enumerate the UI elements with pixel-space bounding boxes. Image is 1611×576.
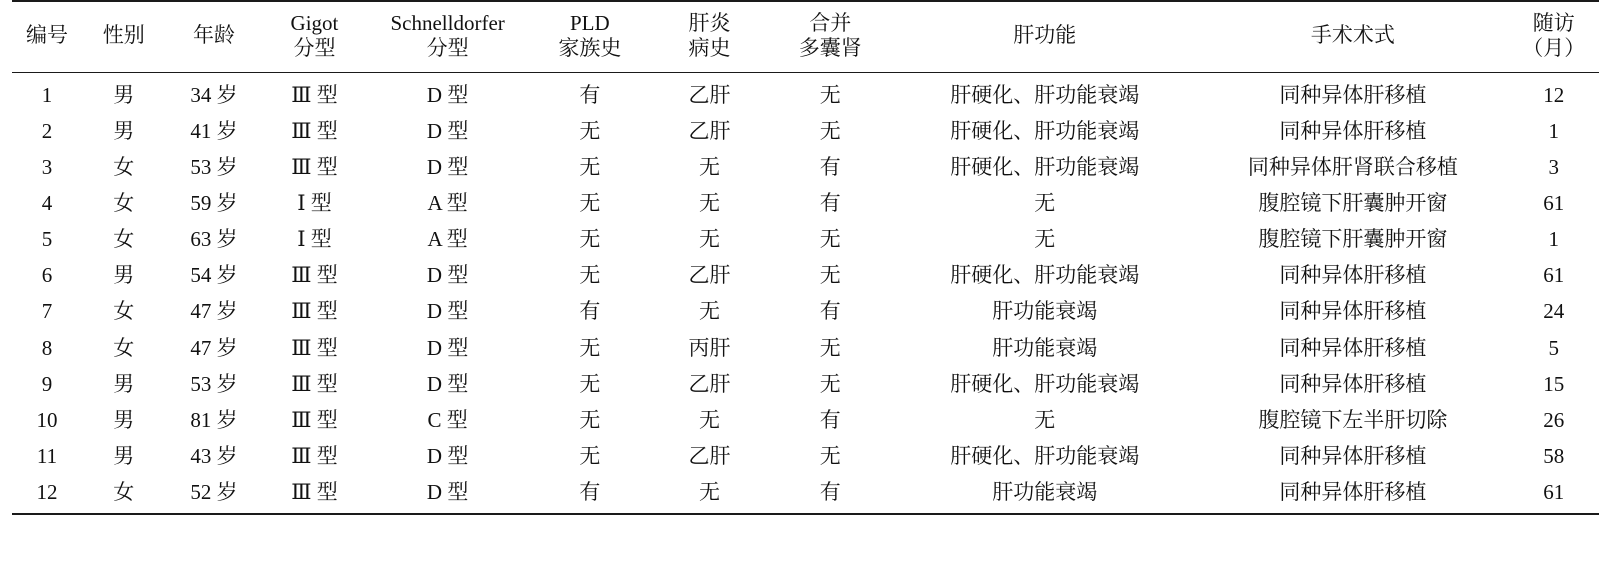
cell-gender: 女 <box>113 190 135 215</box>
cell-liver-function: 肝硬化、肝功能衰竭 <box>950 118 1140 143</box>
cell-id: 2 <box>41 118 53 143</box>
cell-pld-family-history: 无 <box>579 335 601 360</box>
cell-gigot-type: Ⅲ 型 <box>291 335 338 360</box>
cell-age: 59 岁 <box>190 190 238 215</box>
cell-schnelldorfer-type: D 型 <box>426 371 469 396</box>
cell-schnelldorfer-type: D 型 <box>426 154 469 179</box>
column-header-schnelldorfer-type <box>366 1 529 72</box>
cell-schnelldorfer-type: D 型 <box>426 443 469 468</box>
cell-id: 8 <box>41 335 53 360</box>
cell-gender: 女 <box>113 335 135 360</box>
table-row <box>12 257 1599 293</box>
cell-hepatitis-history: 乙肝 <box>688 371 731 396</box>
cell-operation: 腹腔镜下肝囊肿开窗 <box>1258 190 1448 215</box>
cell-age: 43 岁 <box>190 443 238 468</box>
header-line: 多囊肾 <box>798 35 862 60</box>
column-header-liver-function <box>892 1 1197 72</box>
cell-operation: 同种异体肝移植 <box>1197 474 1509 514</box>
cell-pld-family-history: 有 <box>579 299 601 324</box>
header-line: 合并 <box>809 11 852 35</box>
cell-id: 10 <box>36 407 58 432</box>
cell-polycystic-kidney: 有 <box>819 190 841 215</box>
cell-id: 6 <box>41 263 53 288</box>
header-line: Schnelldorfer <box>390 11 505 35</box>
cell-gender: 男 <box>113 82 135 107</box>
cell-followup: 24 <box>1543 299 1565 324</box>
cell-operation: 同种异体肝肾联合移植 <box>1247 154 1458 179</box>
cell-age: 63 岁 <box>190 227 238 252</box>
cell-gigot-type: Ⅲ 型 <box>291 263 338 288</box>
cell-schnelldorfer-type: D 型 <box>426 118 469 143</box>
cell-gender: 男 <box>113 443 135 468</box>
cell-polycystic-kidney: 有 <box>819 299 841 324</box>
table-header <box>12 1 1599 72</box>
cell-followup: 15 <box>1543 371 1565 396</box>
cell-gigot-type: Ⅲ 型 <box>291 407 338 432</box>
cell-age: 47 岁 <box>190 335 238 360</box>
cell-polycystic-kidney: 无 <box>819 263 841 288</box>
cell-hepatitis-history: 无 <box>698 190 720 215</box>
cell-hepatitis-history: 乙肝 <box>688 263 731 288</box>
cell-pld-family-history: 有 <box>529 474 651 514</box>
cell-hepatitis-history: 乙肝 <box>688 118 731 143</box>
cell-schnelldorfer-type: D 型 <box>426 335 469 360</box>
header-line: Gigot <box>290 11 339 35</box>
cell-gender: 男 <box>113 263 135 288</box>
header-line: （月） <box>1522 35 1586 60</box>
cell-id: 11 <box>36 443 58 468</box>
cell-gigot-type: Ⅲ 型 <box>291 371 338 396</box>
cell-gigot-type: Ⅲ 型 <box>291 82 338 107</box>
cell-gigot-type: Ⅰ 型 <box>297 190 332 215</box>
column-header-polycystic-kidney <box>768 1 892 72</box>
cell-hepatitis-history: 无 <box>698 154 720 179</box>
cell-gender: 女 <box>82 474 166 514</box>
cell-age: 34 岁 <box>190 82 238 107</box>
cell-followup: 3 <box>1548 154 1560 179</box>
header-line: 手术术式 <box>1310 23 1395 48</box>
cell-pld-family-history: 无 <box>579 443 601 468</box>
header-line: 肝功能 <box>1013 23 1077 48</box>
table-row <box>12 438 1599 474</box>
cell-hepatitis-history: 无 <box>698 299 720 324</box>
cell-operation: 同种异体肝移植 <box>1279 371 1427 396</box>
cell-gender: 女 <box>113 299 135 324</box>
column-header-pld-family-history <box>529 1 651 72</box>
header-line: 编号 <box>25 23 68 48</box>
cell-schnelldorfer-type: D 型 <box>426 299 469 324</box>
cell-schnelldorfer-type: A 型 <box>427 227 468 252</box>
cell-age: 53 岁 <box>190 371 238 396</box>
cell-hepatitis-history: 无 <box>698 227 720 252</box>
table-row <box>12 113 1599 149</box>
cell-liver-function: 肝硬化、肝功能衰竭 <box>950 82 1140 107</box>
cell-gender: 男 <box>113 118 135 143</box>
table-row <box>12 330 1599 366</box>
cell-liver-function: 肝硬化、肝功能衰竭 <box>950 443 1140 468</box>
cell-followup: 1 <box>1548 118 1560 143</box>
cell-age: 47 岁 <box>190 299 238 324</box>
cell-liver-function: 肝功能衰竭 <box>892 474 1197 514</box>
table-row <box>12 402 1599 438</box>
cell-polycystic-kidney: 有 <box>768 474 892 514</box>
column-header-gender <box>82 1 166 72</box>
cell-age: 41 岁 <box>190 118 238 143</box>
cell-operation: 同种异体肝移植 <box>1279 443 1427 468</box>
header-line: 肝炎 <box>688 11 731 35</box>
cell-age: 54 岁 <box>190 263 238 288</box>
cell-followup: 1 <box>1548 227 1560 252</box>
cell-pld-family-history: 无 <box>579 263 601 288</box>
cell-gigot-type: Ⅰ 型 <box>297 227 332 252</box>
cell-gigot-type: Ⅲ 型 <box>291 154 338 179</box>
header-line: 分型 <box>426 35 469 60</box>
cell-gender: 男 <box>113 407 135 432</box>
cell-followup: 5 <box>1548 335 1560 360</box>
cell-hepatitis-history: 无 <box>651 474 768 514</box>
cell-followup: 61 <box>1543 190 1565 215</box>
cell-pld-family-history: 无 <box>579 227 601 252</box>
cell-liver-function: 肝功能衰竭 <box>992 335 1098 360</box>
cell-schnelldorfer-type: D 型 <box>426 263 469 288</box>
cell-polycystic-kidney: 无 <box>819 227 841 252</box>
table-body <box>12 72 1599 514</box>
table-row <box>12 185 1599 221</box>
cell-operation: 同种异体肝移植 <box>1279 118 1427 143</box>
table-row <box>12 474 1599 514</box>
cell-operation: 同种异体肝移植 <box>1279 299 1427 324</box>
cell-polycystic-kidney: 无 <box>819 118 841 143</box>
cell-liver-function: 无 <box>1034 227 1056 252</box>
cell-liver-function: 肝硬化、肝功能衰竭 <box>950 371 1140 396</box>
cell-followup: 12 <box>1543 82 1565 107</box>
table-row <box>12 72 1599 113</box>
header-line: 病史 <box>688 35 731 60</box>
cell-id: 4 <box>41 190 53 215</box>
cell-id: 1 <box>41 82 53 107</box>
cell-pld-family-history: 无 <box>579 118 601 143</box>
cell-operation: 同种异体肝移植 <box>1279 335 1427 360</box>
column-header-id <box>12 1 82 72</box>
cell-schnelldorfer-type: C 型 <box>427 407 468 432</box>
cell-followup: 61 <box>1543 263 1565 288</box>
cell-schnelldorfer-type: A 型 <box>427 190 468 215</box>
cell-operation: 腹腔镜下左半肝切除 <box>1258 407 1448 432</box>
cell-age: 53 岁 <box>190 154 238 179</box>
cell-gender: 女 <box>113 227 135 252</box>
cell-schnelldorfer-type: D 型 <box>426 82 469 107</box>
cell-pld-family-history: 有 <box>579 82 601 107</box>
cell-operation: 同种异体肝移植 <box>1279 82 1427 107</box>
cell-id: 12 <box>12 474 82 514</box>
cell-liver-function: 无 <box>1034 407 1056 432</box>
cell-hepatitis-history: 乙肝 <box>688 443 731 468</box>
cell-polycystic-kidney: 有 <box>819 154 841 179</box>
cell-pld-family-history: 无 <box>579 190 601 215</box>
cell-id: 5 <box>41 227 53 252</box>
cell-schnelldorfer-type: D 型 <box>366 474 529 514</box>
cell-gigot-type: Ⅲ 型 <box>291 118 338 143</box>
table-header-row <box>12 1 1599 72</box>
cell-pld-family-history: 无 <box>579 371 601 396</box>
cell-polycystic-kidney: 无 <box>819 82 841 107</box>
cell-gigot-type: Ⅲ 型 <box>263 474 367 514</box>
header-line: 年龄 <box>193 23 236 48</box>
table-row <box>12 221 1599 257</box>
cell-hepatitis-history: 无 <box>698 407 720 432</box>
cell-followup: 58 <box>1543 443 1565 468</box>
cell-hepatitis-history: 乙肝 <box>688 82 731 107</box>
header-line: 分型 <box>293 35 336 60</box>
header-line: 随访 <box>1532 11 1575 35</box>
cell-gigot-type: Ⅲ 型 <box>291 299 338 324</box>
cell-liver-function: 肝硬化、肝功能衰竭 <box>950 263 1140 288</box>
cell-pld-family-history: 无 <box>579 407 601 432</box>
column-header-age <box>165 1 262 72</box>
header-line: PLD <box>570 11 610 35</box>
column-header-followup <box>1509 1 1599 72</box>
table-row <box>12 366 1599 402</box>
cell-liver-function: 肝硬化、肝功能衰竭 <box>950 154 1140 179</box>
cell-age: 81 岁 <box>190 407 238 432</box>
patient-data-table <box>12 0 1599 515</box>
table-row <box>12 149 1599 185</box>
cell-operation: 腹腔镜下肝囊肿开窗 <box>1258 227 1448 252</box>
cell-id: 9 <box>41 371 53 396</box>
table-row <box>12 293 1599 329</box>
cell-followup: 61 <box>1509 474 1599 514</box>
cell-liver-function: 肝功能衰竭 <box>992 299 1098 324</box>
cell-hepatitis-history: 丙肝 <box>688 335 731 360</box>
cell-age: 52 岁 <box>165 474 262 514</box>
cell-followup: 26 <box>1543 407 1565 432</box>
header-line: 家族史 <box>558 35 622 60</box>
column-header-hepatitis-history <box>651 1 768 72</box>
cell-polycystic-kidney: 无 <box>819 371 841 396</box>
cell-gigot-type: Ⅲ 型 <box>291 443 338 468</box>
column-header-operation <box>1197 1 1509 72</box>
cell-liver-function: 无 <box>1034 190 1056 215</box>
cell-polycystic-kidney: 无 <box>819 335 841 360</box>
cell-gender: 男 <box>113 371 135 396</box>
cell-id: 7 <box>41 299 53 324</box>
cell-gender: 女 <box>113 154 135 179</box>
cell-id: 3 <box>41 154 53 179</box>
header-line: 性别 <box>102 23 145 48</box>
column-header-gigot-type <box>263 1 367 72</box>
cell-polycystic-kidney: 有 <box>819 407 841 432</box>
cell-polycystic-kidney: 无 <box>819 443 841 468</box>
cell-pld-family-history: 无 <box>579 154 601 179</box>
cell-operation: 同种异体肝移植 <box>1279 263 1427 288</box>
